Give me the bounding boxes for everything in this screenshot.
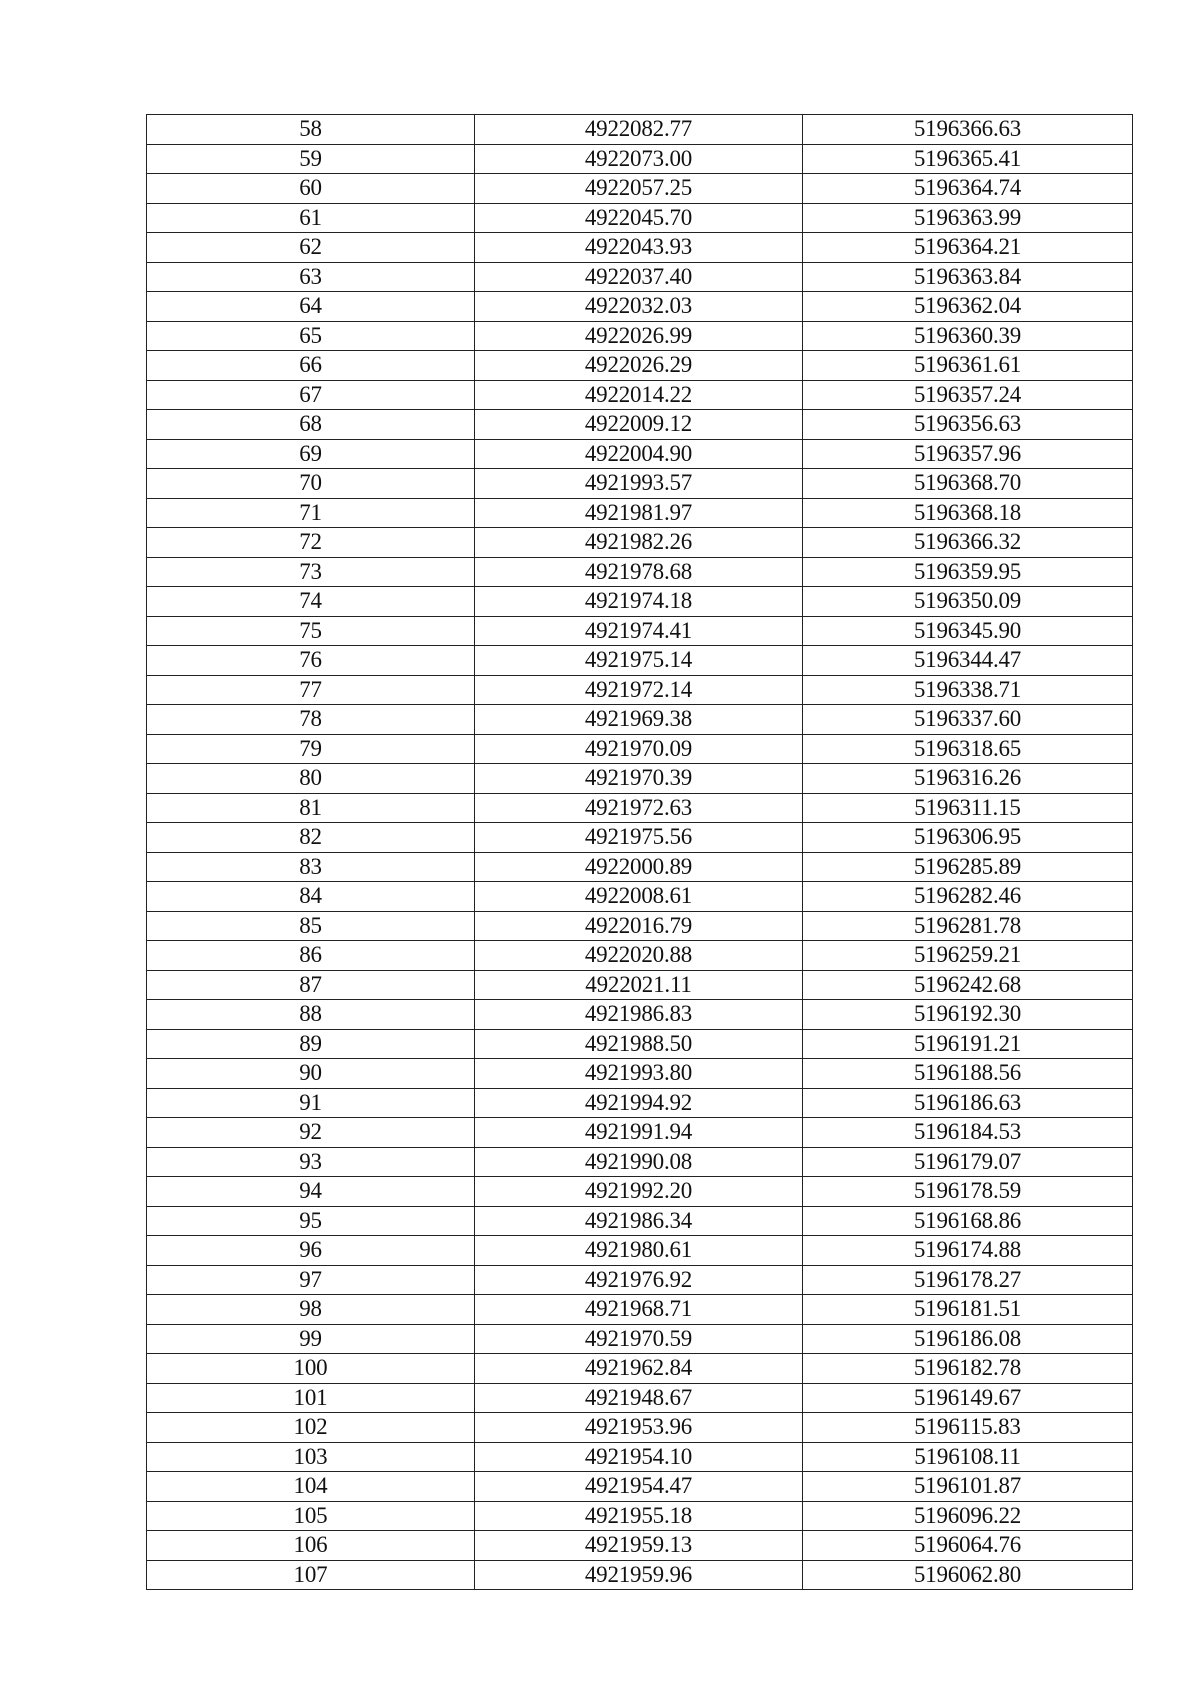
x-coordinate-cell: 4922045.70 bbox=[475, 203, 803, 233]
point-number-cell: 58 bbox=[147, 115, 475, 145]
x-coordinate-cell: 4921988.50 bbox=[475, 1029, 803, 1059]
x-coordinate-cell: 4921970.59 bbox=[475, 1324, 803, 1354]
point-number-cell: 103 bbox=[147, 1442, 475, 1472]
point-number-cell: 89 bbox=[147, 1029, 475, 1059]
y-coordinate-cell: 5196149.67 bbox=[803, 1383, 1133, 1413]
point-number-cell: 77 bbox=[147, 675, 475, 705]
point-number-cell: 64 bbox=[147, 292, 475, 322]
x-coordinate-cell: 4922026.29 bbox=[475, 351, 803, 381]
y-coordinate-cell: 5196360.39 bbox=[803, 321, 1133, 351]
x-coordinate-cell: 4922021.11 bbox=[475, 970, 803, 1000]
table-row bbox=[147, 1324, 1133, 1354]
point-number-cell: 86 bbox=[147, 941, 475, 971]
y-coordinate-cell: 5196368.70 bbox=[803, 469, 1133, 499]
table-row bbox=[147, 498, 1133, 528]
y-coordinate-cell: 5196350.09 bbox=[803, 587, 1133, 617]
y-coordinate-cell: 5196191.21 bbox=[803, 1029, 1133, 1059]
table-row bbox=[147, 1088, 1133, 1118]
x-coordinate-cell: 4921978.68 bbox=[475, 557, 803, 587]
point-number-cell: 69 bbox=[147, 439, 475, 469]
x-coordinate-cell: 4922016.79 bbox=[475, 911, 803, 941]
x-coordinate-cell: 4921954.47 bbox=[475, 1472, 803, 1502]
point-number-cell: 80 bbox=[147, 764, 475, 794]
x-coordinate-cell: 4921955.18 bbox=[475, 1501, 803, 1531]
table-row bbox=[147, 115, 1133, 145]
x-coordinate-cell: 4921954.10 bbox=[475, 1442, 803, 1472]
point-number-cell: 60 bbox=[147, 174, 475, 204]
x-coordinate-cell: 4922082.77 bbox=[475, 115, 803, 145]
coordinates-table-body bbox=[147, 115, 1133, 1590]
table-row bbox=[147, 1118, 1133, 1148]
table-row bbox=[147, 970, 1133, 1000]
point-number-cell: 107 bbox=[147, 1560, 475, 1590]
table-row bbox=[147, 823, 1133, 853]
table-row bbox=[147, 675, 1133, 705]
x-coordinate-cell: 4921970.09 bbox=[475, 734, 803, 764]
y-coordinate-cell: 5196344.47 bbox=[803, 646, 1133, 676]
point-number-cell: 93 bbox=[147, 1147, 475, 1177]
y-coordinate-cell: 5196361.61 bbox=[803, 351, 1133, 381]
x-coordinate-cell: 4922073.00 bbox=[475, 144, 803, 174]
x-coordinate-cell: 4921975.14 bbox=[475, 646, 803, 676]
y-coordinate-cell: 5196281.78 bbox=[803, 911, 1133, 941]
point-number-cell: 74 bbox=[147, 587, 475, 617]
x-coordinate-cell: 4921968.71 bbox=[475, 1295, 803, 1325]
point-number-cell: 94 bbox=[147, 1177, 475, 1207]
point-number-cell: 61 bbox=[147, 203, 475, 233]
table-row bbox=[147, 380, 1133, 410]
point-number-cell: 75 bbox=[147, 616, 475, 646]
y-coordinate-cell: 5196182.78 bbox=[803, 1354, 1133, 1384]
table-row bbox=[147, 1472, 1133, 1502]
point-number-cell: 98 bbox=[147, 1295, 475, 1325]
x-coordinate-cell: 4921959.13 bbox=[475, 1531, 803, 1561]
y-coordinate-cell: 5196188.56 bbox=[803, 1059, 1133, 1089]
y-coordinate-cell: 5196368.18 bbox=[803, 498, 1133, 528]
table-row bbox=[147, 1501, 1133, 1531]
x-coordinate-cell: 4921991.94 bbox=[475, 1118, 803, 1148]
table-row bbox=[147, 1354, 1133, 1384]
table-row bbox=[147, 1442, 1133, 1472]
point-number-cell: 83 bbox=[147, 852, 475, 882]
point-number-cell: 84 bbox=[147, 882, 475, 912]
point-number-cell: 63 bbox=[147, 262, 475, 292]
table-row bbox=[147, 1560, 1133, 1590]
point-number-cell: 68 bbox=[147, 410, 475, 440]
table-row bbox=[147, 557, 1133, 587]
table-row bbox=[147, 911, 1133, 941]
y-coordinate-cell: 5196282.46 bbox=[803, 882, 1133, 912]
x-coordinate-cell: 4921974.41 bbox=[475, 616, 803, 646]
coordinates-table bbox=[146, 114, 1133, 1590]
y-coordinate-cell: 5196366.32 bbox=[803, 528, 1133, 558]
x-coordinate-cell: 4921982.26 bbox=[475, 528, 803, 558]
x-coordinate-cell: 4921972.14 bbox=[475, 675, 803, 705]
table-row bbox=[147, 292, 1133, 322]
point-number-cell: 99 bbox=[147, 1324, 475, 1354]
x-coordinate-cell: 4921975.56 bbox=[475, 823, 803, 853]
point-number-cell: 59 bbox=[147, 144, 475, 174]
y-coordinate-cell: 5196101.87 bbox=[803, 1472, 1133, 1502]
table-row bbox=[147, 321, 1133, 351]
y-coordinate-cell: 5196338.71 bbox=[803, 675, 1133, 705]
point-number-cell: 92 bbox=[147, 1118, 475, 1148]
point-number-cell: 66 bbox=[147, 351, 475, 381]
x-coordinate-cell: 4921959.96 bbox=[475, 1560, 803, 1590]
table-row bbox=[147, 1531, 1133, 1561]
point-number-cell: 76 bbox=[147, 646, 475, 676]
point-number-cell: 73 bbox=[147, 557, 475, 587]
y-coordinate-cell: 5196186.63 bbox=[803, 1088, 1133, 1118]
x-coordinate-cell: 4922014.22 bbox=[475, 380, 803, 410]
y-coordinate-cell: 5196359.95 bbox=[803, 557, 1133, 587]
point-number-cell: 70 bbox=[147, 469, 475, 499]
table-row bbox=[147, 646, 1133, 676]
y-coordinate-cell: 5196316.26 bbox=[803, 764, 1133, 794]
table-row bbox=[147, 439, 1133, 469]
table-row bbox=[147, 1177, 1133, 1207]
table-row bbox=[147, 1265, 1133, 1295]
y-coordinate-cell: 5196168.86 bbox=[803, 1206, 1133, 1236]
x-coordinate-cell: 4922026.99 bbox=[475, 321, 803, 351]
point-number-cell: 101 bbox=[147, 1383, 475, 1413]
x-coordinate-cell: 4921969.38 bbox=[475, 705, 803, 735]
x-coordinate-cell: 4921953.96 bbox=[475, 1413, 803, 1443]
table-row bbox=[147, 351, 1133, 381]
x-coordinate-cell: 4921981.97 bbox=[475, 498, 803, 528]
y-coordinate-cell: 5196366.63 bbox=[803, 115, 1133, 145]
table-row bbox=[147, 734, 1133, 764]
point-number-cell: 81 bbox=[147, 793, 475, 823]
x-coordinate-cell: 4922037.40 bbox=[475, 262, 803, 292]
table-row bbox=[147, 1059, 1133, 1089]
y-coordinate-cell: 5196242.68 bbox=[803, 970, 1133, 1000]
y-coordinate-cell: 5196115.83 bbox=[803, 1413, 1133, 1443]
table-row bbox=[147, 262, 1133, 292]
x-coordinate-cell: 4921980.61 bbox=[475, 1236, 803, 1266]
x-coordinate-cell: 4922057.25 bbox=[475, 174, 803, 204]
point-number-cell: 87 bbox=[147, 970, 475, 1000]
table-row bbox=[147, 705, 1133, 735]
table-row bbox=[147, 1206, 1133, 1236]
point-number-cell: 102 bbox=[147, 1413, 475, 1443]
x-coordinate-cell: 4921994.92 bbox=[475, 1088, 803, 1118]
y-coordinate-cell: 5196357.24 bbox=[803, 380, 1133, 410]
y-coordinate-cell: 5196186.08 bbox=[803, 1324, 1133, 1354]
point-number-cell: 91 bbox=[147, 1088, 475, 1118]
y-coordinate-cell: 5196356.63 bbox=[803, 410, 1133, 440]
table-row bbox=[147, 1147, 1133, 1177]
x-coordinate-cell: 4921993.80 bbox=[475, 1059, 803, 1089]
table-row bbox=[147, 469, 1133, 499]
x-coordinate-cell: 4921970.39 bbox=[475, 764, 803, 794]
table-row bbox=[147, 144, 1133, 174]
table-row bbox=[147, 233, 1133, 263]
y-coordinate-cell: 5196318.65 bbox=[803, 734, 1133, 764]
y-coordinate-cell: 5196181.51 bbox=[803, 1295, 1133, 1325]
point-number-cell: 90 bbox=[147, 1059, 475, 1089]
table-row bbox=[147, 764, 1133, 794]
y-coordinate-cell: 5196192.30 bbox=[803, 1000, 1133, 1030]
x-coordinate-cell: 4921992.20 bbox=[475, 1177, 803, 1207]
x-coordinate-cell: 4922004.90 bbox=[475, 439, 803, 469]
table-row bbox=[147, 1029, 1133, 1059]
x-coordinate-cell: 4921948.67 bbox=[475, 1383, 803, 1413]
x-coordinate-cell: 4921986.83 bbox=[475, 1000, 803, 1030]
table-row bbox=[147, 587, 1133, 617]
y-coordinate-cell: 5196178.59 bbox=[803, 1177, 1133, 1207]
x-coordinate-cell: 4922020.88 bbox=[475, 941, 803, 971]
point-number-cell: 82 bbox=[147, 823, 475, 853]
table-row bbox=[147, 1295, 1133, 1325]
point-number-cell: 88 bbox=[147, 1000, 475, 1030]
y-coordinate-cell: 5196365.41 bbox=[803, 144, 1133, 174]
point-number-cell: 65 bbox=[147, 321, 475, 351]
point-number-cell: 96 bbox=[147, 1236, 475, 1266]
x-coordinate-cell: 4921976.92 bbox=[475, 1265, 803, 1295]
x-coordinate-cell: 4921993.57 bbox=[475, 469, 803, 499]
table-row bbox=[147, 410, 1133, 440]
point-number-cell: 97 bbox=[147, 1265, 475, 1295]
point-number-cell: 67 bbox=[147, 380, 475, 410]
y-coordinate-cell: 5196362.04 bbox=[803, 292, 1133, 322]
point-number-cell: 106 bbox=[147, 1531, 475, 1561]
point-number-cell: 71 bbox=[147, 498, 475, 528]
point-number-cell: 104 bbox=[147, 1472, 475, 1502]
x-coordinate-cell: 4921990.08 bbox=[475, 1147, 803, 1177]
table-row bbox=[147, 1383, 1133, 1413]
y-coordinate-cell: 5196363.84 bbox=[803, 262, 1133, 292]
y-coordinate-cell: 5196062.80 bbox=[803, 1560, 1133, 1590]
x-coordinate-cell: 4922032.03 bbox=[475, 292, 803, 322]
x-coordinate-cell: 4922008.61 bbox=[475, 882, 803, 912]
y-coordinate-cell: 5196259.21 bbox=[803, 941, 1133, 971]
y-coordinate-cell: 5196174.88 bbox=[803, 1236, 1133, 1266]
table-row bbox=[147, 941, 1133, 971]
y-coordinate-cell: 5196345.90 bbox=[803, 616, 1133, 646]
point-number-cell: 85 bbox=[147, 911, 475, 941]
table-row bbox=[147, 793, 1133, 823]
y-coordinate-cell: 5196064.76 bbox=[803, 1531, 1133, 1561]
y-coordinate-cell: 5196363.99 bbox=[803, 203, 1133, 233]
y-coordinate-cell: 5196306.95 bbox=[803, 823, 1133, 853]
table-row bbox=[147, 1000, 1133, 1030]
y-coordinate-cell: 5196184.53 bbox=[803, 1118, 1133, 1148]
point-number-cell: 72 bbox=[147, 528, 475, 558]
y-coordinate-cell: 5196364.21 bbox=[803, 233, 1133, 263]
y-coordinate-cell: 5196337.60 bbox=[803, 705, 1133, 735]
x-coordinate-cell: 4921986.34 bbox=[475, 1206, 803, 1236]
y-coordinate-cell: 5196108.11 bbox=[803, 1442, 1133, 1472]
y-coordinate-cell: 5196179.07 bbox=[803, 1147, 1133, 1177]
point-number-cell: 105 bbox=[147, 1501, 475, 1531]
y-coordinate-cell: 5196285.89 bbox=[803, 852, 1133, 882]
x-coordinate-cell: 4922000.89 bbox=[475, 852, 803, 882]
point-number-cell: 79 bbox=[147, 734, 475, 764]
table-row bbox=[147, 174, 1133, 204]
y-coordinate-cell: 5196178.27 bbox=[803, 1265, 1133, 1295]
table-row bbox=[147, 203, 1133, 233]
x-coordinate-cell: 4922009.12 bbox=[475, 410, 803, 440]
table-row bbox=[147, 1236, 1133, 1266]
point-number-cell: 62 bbox=[147, 233, 475, 263]
table-row bbox=[147, 528, 1133, 558]
y-coordinate-cell: 5196357.96 bbox=[803, 439, 1133, 469]
x-coordinate-cell: 4921962.84 bbox=[475, 1354, 803, 1384]
point-number-cell: 78 bbox=[147, 705, 475, 735]
x-coordinate-cell: 4922043.93 bbox=[475, 233, 803, 263]
y-coordinate-cell: 5196364.74 bbox=[803, 174, 1133, 204]
y-coordinate-cell: 5196096.22 bbox=[803, 1501, 1133, 1531]
y-coordinate-cell: 5196311.15 bbox=[803, 793, 1133, 823]
table-row bbox=[147, 616, 1133, 646]
x-coordinate-cell: 4921974.18 bbox=[475, 587, 803, 617]
point-number-cell: 95 bbox=[147, 1206, 475, 1236]
table-row bbox=[147, 1413, 1133, 1443]
point-number-cell: 100 bbox=[147, 1354, 475, 1384]
x-coordinate-cell: 4921972.63 bbox=[475, 793, 803, 823]
table-row bbox=[147, 882, 1133, 912]
table-row bbox=[147, 852, 1133, 882]
